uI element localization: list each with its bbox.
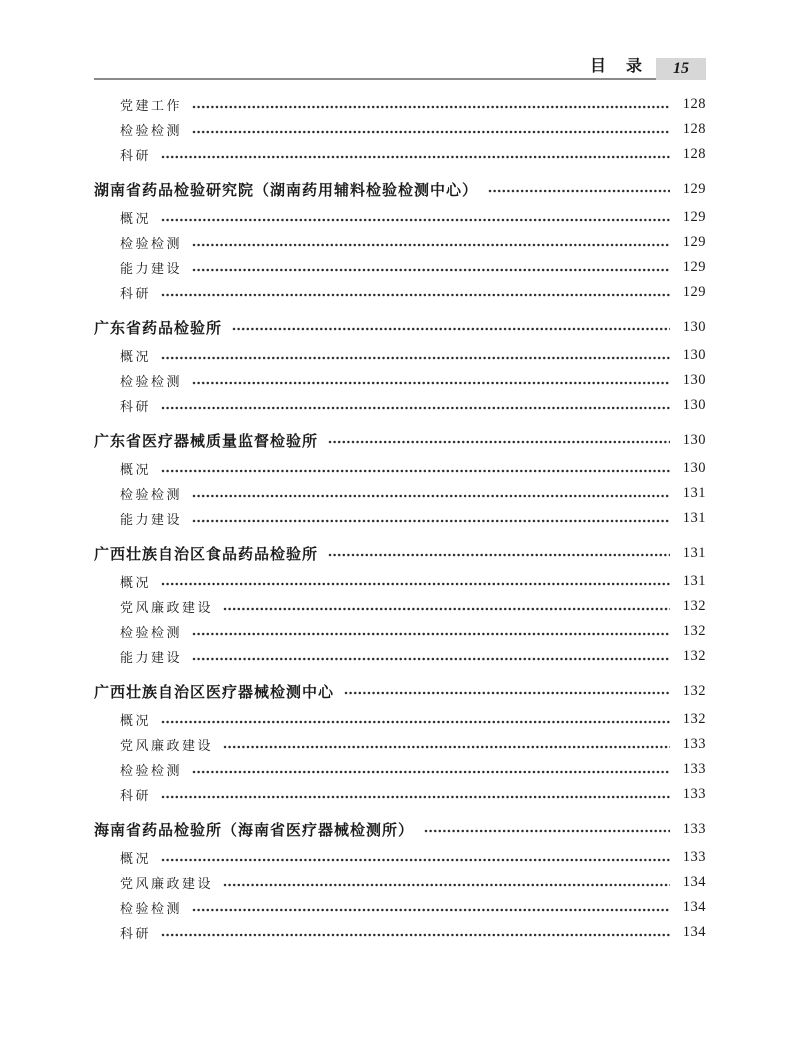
dot-leader [161,401,670,415]
toc-entry-label: 检验检测 [120,123,183,138]
page-number-badge: 15 [656,58,706,80]
toc-entry-label: 检验检测 [120,374,183,389]
toc-entry-page: 130 [682,347,706,363]
toc-entry-label: 能力建设 [120,261,183,276]
toc-entry-page: 130 [682,372,706,388]
toc-entry-label: 概况 [120,575,152,590]
toc-entry-label: 能力建设 [120,512,183,527]
toc-entry-page: 132 [682,623,706,639]
toc-entry [94,594,706,619]
toc-section-heading [94,314,706,340]
toc-section-heading [94,176,706,202]
toc-entry-page: 130 [682,460,706,476]
toc-entry-label: 科研 [120,926,152,941]
toc-section-heading [94,427,706,453]
dot-leader [223,740,670,754]
toc-entry [94,368,706,393]
toc-entry-page: 134 [682,924,706,940]
dot-leader [424,824,670,838]
dot-leader [192,627,670,641]
toc-entry-label: 党风廉政建设 [120,876,214,891]
toc-entry-label: 概况 [120,713,152,728]
toc-entry [94,569,706,594]
toc-entry [94,757,706,782]
toc-entry-label: 检验检测 [120,487,183,502]
toc-entry [94,506,706,531]
toc-entry [94,117,706,142]
toc-entry-page: 133 [682,736,706,752]
dot-leader [192,489,670,503]
toc-entry-label: 能力建设 [120,650,183,665]
dot-leader [161,288,670,302]
toc-list [94,80,706,945]
toc-entry-page: 133 [682,849,706,865]
dot-leader [192,125,670,139]
toc-entry [94,481,706,506]
toc-entry [94,205,706,230]
dot-leader [192,765,670,779]
dot-leader [192,376,670,390]
toc-entry-page: 133 [682,786,706,802]
toc-entry-label: 党风廉政建设 [120,738,214,753]
toc-entry-page: 131 [682,573,706,589]
toc-entry-label: 科研 [120,788,152,803]
toc-entry-label: 检验检测 [120,901,183,916]
toc-entry-label: 党风廉政建设 [120,600,214,615]
dot-leader [192,652,670,666]
toc-section-page: 133 [682,820,706,837]
toc-entry-label: 概况 [120,349,152,364]
toc-section-page: 130 [682,431,706,448]
toc-entry-page: 134 [682,899,706,915]
toc-entry [94,142,706,167]
toc-entry-page: 129 [682,259,706,275]
page-content [94,0,706,945]
toc-entry [94,343,706,368]
toc-entry-page: 133 [682,761,706,777]
toc-entry-page: 132 [682,648,706,664]
toc-entry [94,255,706,280]
dot-leader [232,322,670,336]
toc-section-title: 湖南省药品检验研究院（湖南药用辅料检验检测中心） [94,181,479,199]
toc-entry [94,280,706,305]
dot-leader [161,150,670,164]
toc-section-title: 广东省医疗器械质量监督检验所 [94,432,319,450]
dot-leader [161,790,670,804]
dot-leader [192,238,670,252]
dot-leader [161,715,670,729]
toc-entry [94,707,706,732]
toc-entry-page: 128 [682,96,706,112]
page-header [94,0,706,80]
dot-leader [223,602,670,616]
toc-entry-page: 132 [682,598,706,614]
toc-entry-label: 党建工作 [120,98,183,113]
dot-leader [161,577,670,591]
toc-entry-page: 134 [682,874,706,890]
dot-leader [223,878,670,892]
dot-leader [192,100,670,114]
dot-leader [161,928,670,942]
toc-section-heading [94,678,706,704]
toc-entry-page: 128 [682,121,706,137]
toc-section-title: 广东省药品检验所 [94,319,223,337]
toc-section-page: 130 [682,318,706,335]
toc-entry [94,230,706,255]
toc-entry-label: 概况 [120,462,152,477]
toc-entry [94,895,706,920]
toc-section-page: 132 [682,682,706,699]
toc-entry-label: 检验检测 [120,763,183,778]
toc-entry [94,920,706,945]
toc-entry-label: 概况 [120,211,152,226]
dot-leader [192,514,670,528]
toc-section-title: 广西壮族自治区食品药品检验所 [94,545,319,563]
header-title: 目 录 [589,58,644,75]
toc-entry-page: 129 [682,284,706,300]
toc-entry-page: 129 [682,209,706,225]
dot-leader [161,853,670,867]
toc-entry [94,619,706,644]
toc-entry [94,732,706,757]
toc-section-title: 海南省药品检验所（海南省医疗器械检测所） [94,821,415,839]
toc-entry [94,782,706,807]
toc-entry-label: 概况 [120,851,152,866]
toc-section-title: 广西壮族自治区医疗器械检测中心 [94,683,335,701]
toc-entry-page: 128 [682,146,706,162]
dot-leader [344,686,670,700]
toc-entry-page: 131 [682,485,706,501]
dot-leader [192,903,670,917]
toc-entry [94,870,706,895]
toc-entry-label: 检验检测 [120,625,183,640]
toc-entry [94,393,706,418]
toc-entry-label: 科研 [120,286,152,301]
dot-leader [192,263,670,277]
toc-entry-page: 132 [682,711,706,727]
toc-entry [94,644,706,669]
toc-entry-label: 科研 [120,399,152,414]
toc-entry [94,845,706,870]
toc-entry-label: 检验检测 [120,236,183,251]
dot-leader [488,184,670,198]
dot-leader [161,351,670,365]
toc-section-heading [94,540,706,566]
toc-section-page: 131 [682,544,706,561]
dot-leader [328,435,670,449]
toc-section-heading [94,816,706,842]
dot-leader [161,464,670,478]
toc-entry [94,456,706,481]
toc-entry [94,92,706,117]
toc-section-page: 129 [682,180,706,197]
toc-entry-page: 129 [682,234,706,250]
dot-leader [161,213,670,227]
toc-entry-page: 131 [682,510,706,526]
toc-entry-page: 130 [682,397,706,413]
toc-entry-label: 科研 [120,148,152,163]
dot-leader [328,548,670,562]
